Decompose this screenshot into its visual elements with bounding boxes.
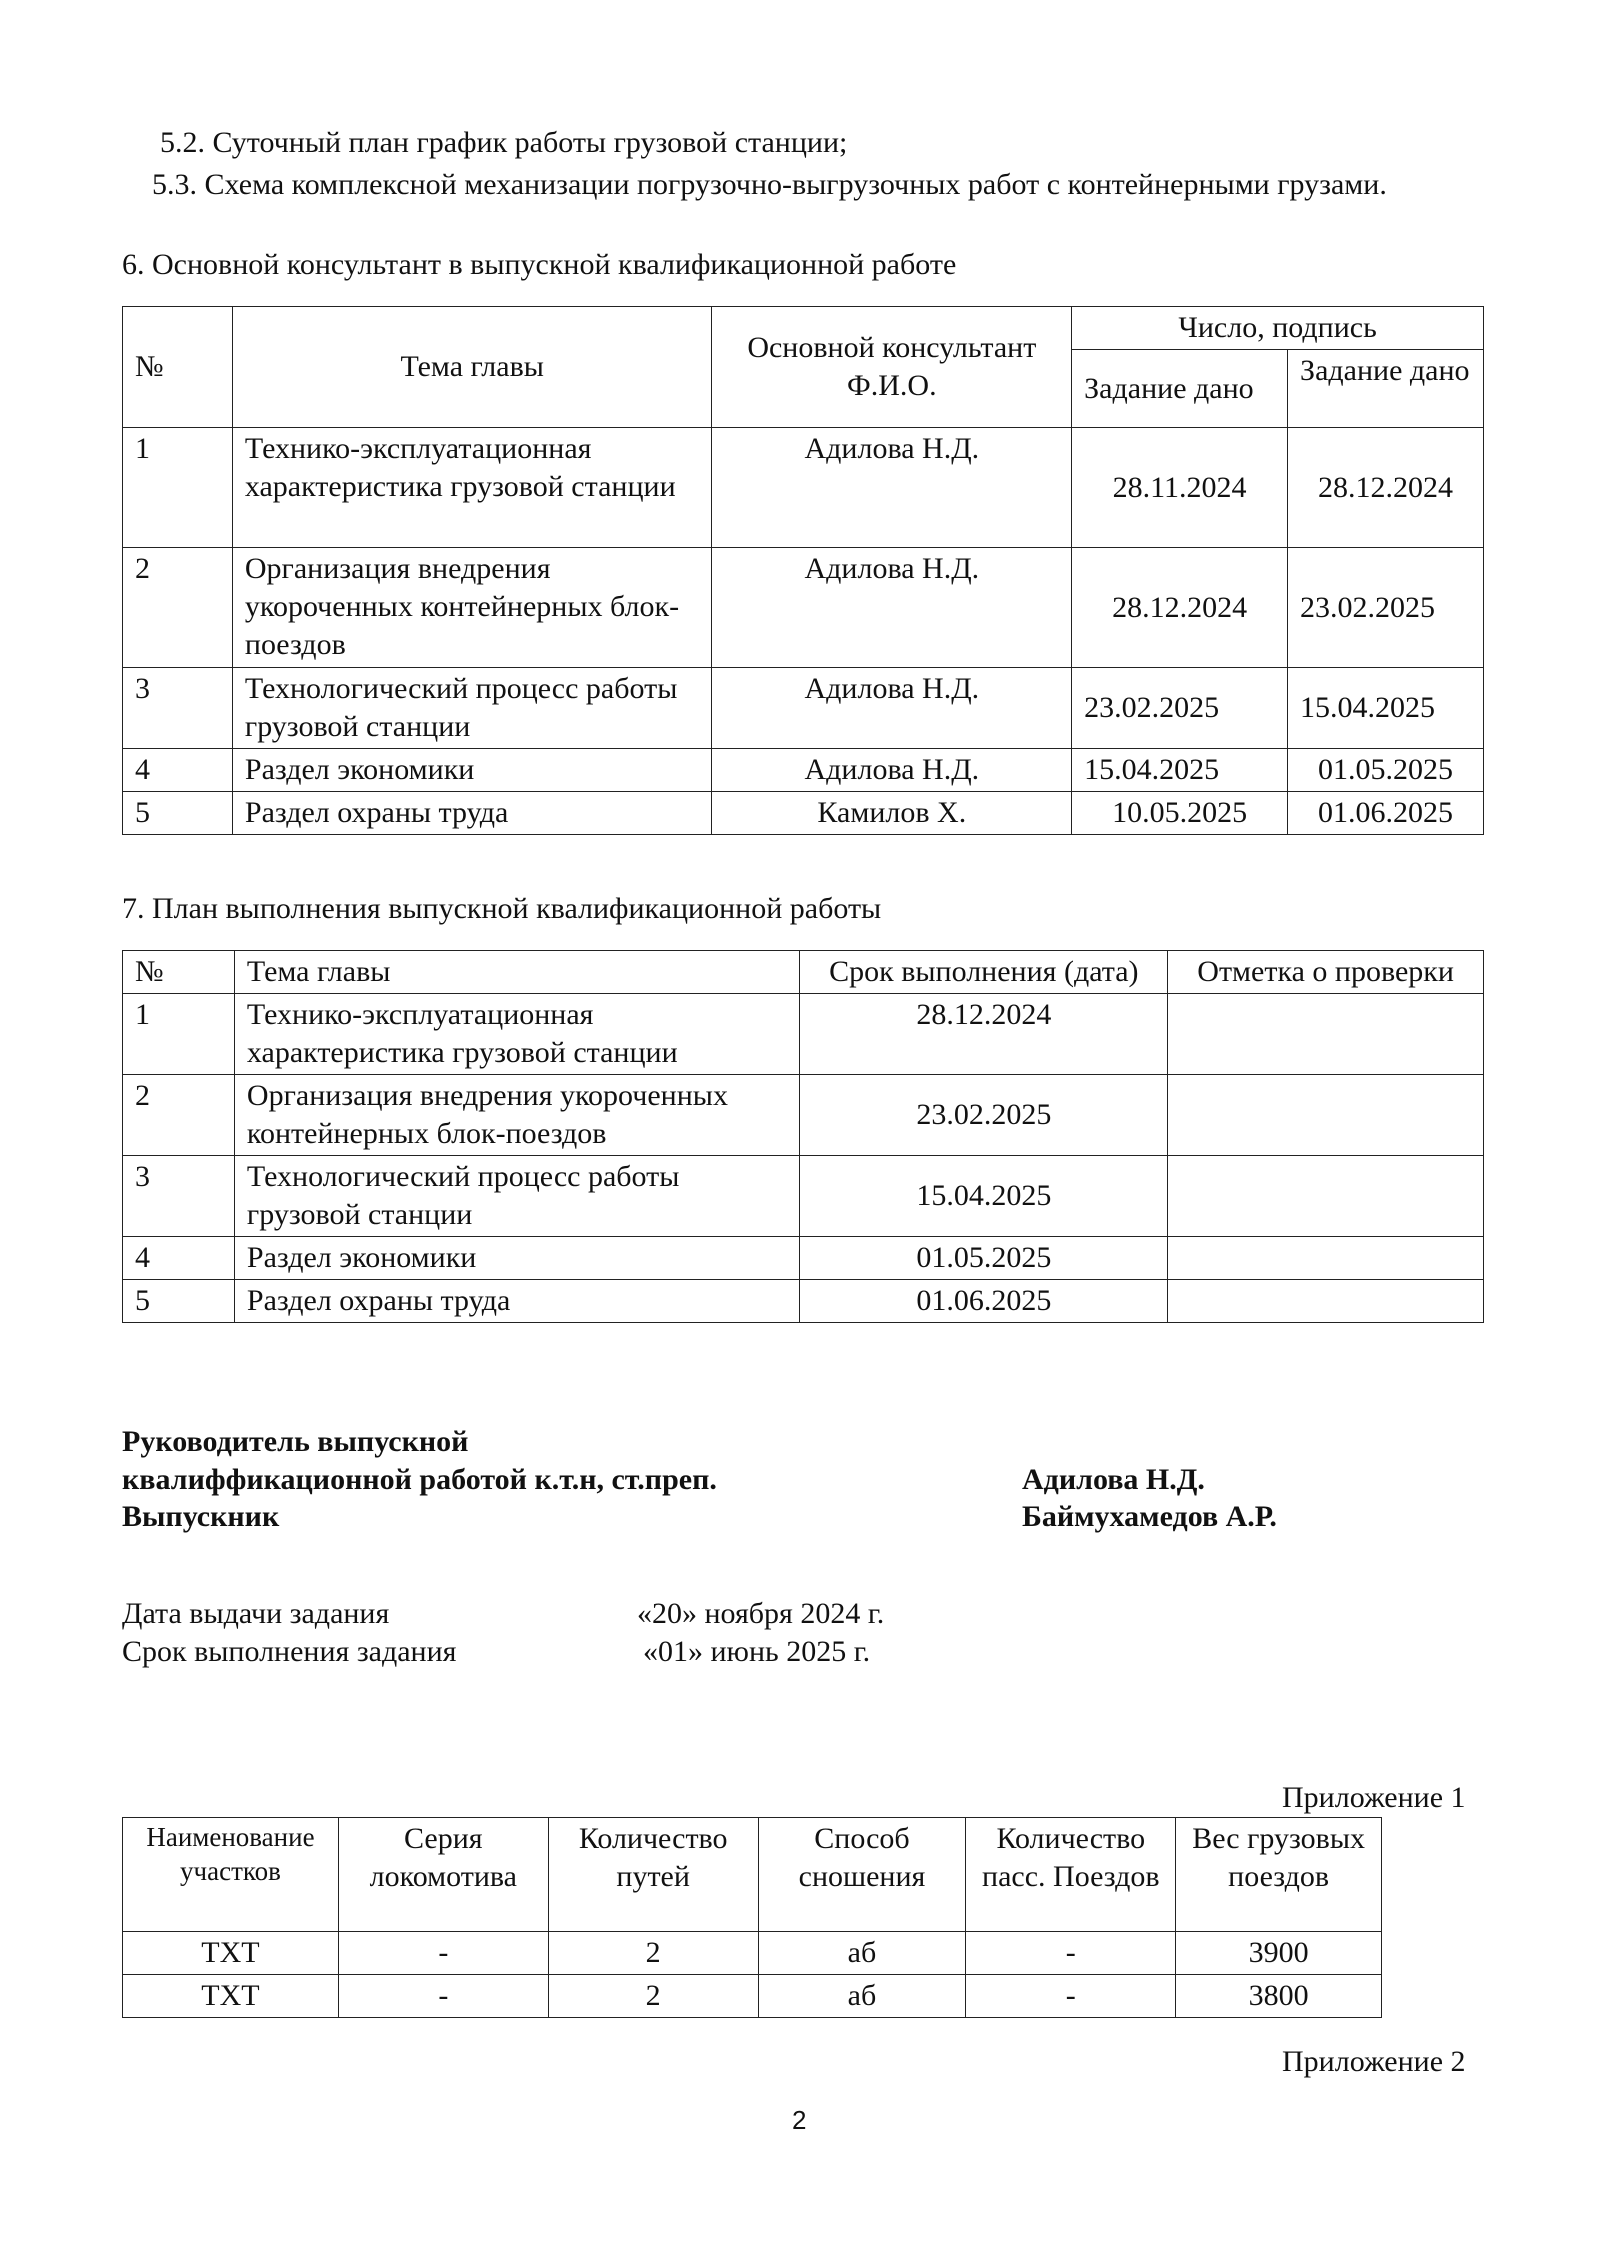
col-header: Количество путей <box>548 1818 758 1932</box>
row-topic: Организация внедрения укороченных контейнерных блок-поездов <box>232 548 712 668</box>
table-cell: - <box>966 1975 1176 2018</box>
row-consultant: Адилова Н.Д. <box>712 668 1072 749</box>
table-cell: 2 <box>548 1932 758 1975</box>
row-deadline: 28.12.2024 <box>800 994 1168 1075</box>
header-topic: Тема главы <box>234 951 800 994</box>
header-date-sign: Число, подпись <box>1072 307 1484 350</box>
table-row <box>123 792 1484 835</box>
row-date2: 01.06.2025 <box>1288 792 1484 835</box>
deadline-value: «01» июнь 2025 г. <box>643 1635 871 1668</box>
supervisor-line2: квалиффикационной работой к.т.н, ст.преп. <box>122 1463 717 1496</box>
row-check <box>1168 994 1484 1075</box>
row-date2: 28.12.2024 <box>1288 428 1484 548</box>
table-cell: ТХТ <box>123 1932 339 1975</box>
issue-date-label: Дата выдачи задания <box>122 1597 390 1630</box>
consultant-table <box>122 306 1484 835</box>
table-row <box>123 1280 1484 1323</box>
graduate-label: Выпускник <box>122 1500 280 1533</box>
row-no: 3 <box>123 1156 235 1237</box>
header-no: № <box>123 951 235 994</box>
row-topic: Технологический процесс работы грузовой станции <box>232 668 712 749</box>
page-number: 2 <box>792 2105 807 2135</box>
row-consultant: Камилов Х. <box>712 792 1072 835</box>
table-cell: - <box>338 1975 548 2018</box>
table-row <box>123 1237 1484 1280</box>
row-no: 5 <box>123 1280 235 1323</box>
col-header: Наименование участков <box>123 1818 339 1932</box>
header-given-2: Задание дано <box>1288 350 1484 428</box>
row-no: 5 <box>123 792 233 835</box>
table-row <box>123 1075 1484 1156</box>
table-cell: - <box>966 1932 1176 1975</box>
row-no: 2 <box>123 1075 235 1156</box>
table-row <box>123 749 1484 792</box>
table-row <box>123 994 1484 1075</box>
table-row <box>123 1975 1382 2018</box>
row-consultant: Адилова Н.Д. <box>712 749 1072 792</box>
row-date1: 23.02.2025 <box>1072 668 1288 749</box>
col-header: Способ сношения <box>758 1818 966 1932</box>
supervisor-name: Адилова Н.Д. <box>1022 1463 1205 1496</box>
header-deadline: Срок выполнения (дата) <box>800 951 1168 994</box>
table-row <box>123 428 1484 548</box>
row-topic: Организация внедрения укороченных контейнерных блок-поездов <box>234 1075 800 1156</box>
row-date2: 15.04.2025 <box>1288 668 1484 749</box>
row-date1: 28.12.2024 <box>1072 548 1288 668</box>
appendix1-label: Приложение 1 <box>1282 1781 1466 1814</box>
table-cell: аб <box>758 1975 966 2018</box>
header-no: № <box>123 307 233 428</box>
item-5-3: 5.3. Схема комплексной механизации погрузочно-выгрузочных работ с контейнерными грузами. <box>152 168 1387 201</box>
section6-heading: 6. Основной консультант в выпускной квалификационной работе <box>122 248 957 281</box>
deadline-label: Срок выполнения задания <box>122 1635 457 1668</box>
plan-table <box>122 950 1484 1323</box>
row-deadline: 23.02.2025 <box>800 1075 1168 1156</box>
row-consultant: Адилова Н.Д. <box>712 548 1072 668</box>
row-topic: Раздел охраны труда <box>232 792 712 835</box>
table-cell: 2 <box>548 1975 758 2018</box>
header-check: Отметка о проверки <box>1168 951 1484 994</box>
row-no: 4 <box>123 1237 235 1280</box>
row-topic: Технико-эксплуатационная характеристика грузовой станции <box>232 428 712 548</box>
row-no: 1 <box>123 428 233 548</box>
row-check <box>1168 1075 1484 1156</box>
row-check <box>1168 1156 1484 1237</box>
row-topic: Раздел экономики <box>234 1237 800 1280</box>
row-check <box>1168 1237 1484 1280</box>
row-date1: 15.04.2025 <box>1072 749 1288 792</box>
row-date2: 01.05.2025 <box>1288 749 1484 792</box>
row-check <box>1168 1280 1484 1323</box>
row-date1: 10.05.2025 <box>1072 792 1288 835</box>
row-date2: 23.02.2025 <box>1288 548 1484 668</box>
header-given: Задание дано <box>1072 350 1288 428</box>
table-row <box>123 668 1484 749</box>
row-no: 4 <box>123 749 233 792</box>
row-consultant: Адилова Н.Д. <box>712 428 1072 548</box>
row-topic: Технико-эксплуатационная характеристика грузовой станции <box>234 994 800 1075</box>
table-cell: 3800 <box>1176 1975 1382 2018</box>
row-topic: Раздел охраны труда <box>234 1280 800 1323</box>
row-no: 3 <box>123 668 233 749</box>
header-topic: Тема главы <box>232 307 712 428</box>
supervisor-line1: Руководитель выпускной <box>122 1425 469 1458</box>
appendix1-table <box>122 1817 1382 2018</box>
appendix2-label: Приложение 2 <box>1282 2045 1466 2078</box>
row-topic: Технологический процесс работы грузовой станции <box>234 1156 800 1237</box>
row-no: 1 <box>123 994 235 1075</box>
row-deadline: 15.04.2025 <box>800 1156 1168 1237</box>
row-topic: Раздел экономики <box>232 749 712 792</box>
table-row <box>123 1156 1484 1237</box>
table-row <box>123 548 1484 668</box>
table-cell: аб <box>758 1932 966 1975</box>
col-header: Серия локомотива <box>338 1818 548 1932</box>
table-cell: 3900 <box>1176 1932 1382 1975</box>
col-header: Количество пасс. Поездов <box>966 1818 1176 1932</box>
table-cell: - <box>338 1932 548 1975</box>
row-date1: 28.11.2024 <box>1072 428 1288 548</box>
table-row <box>123 1932 1382 1975</box>
col-header: Вес грузовых поездов <box>1176 1818 1382 1932</box>
section7-heading: 7. План выполнения выпускной квалификационной работы <box>122 892 882 925</box>
header-consultant: Основной консультант Ф.И.О. <box>712 307 1072 428</box>
table-cell: ТХТ <box>123 1975 339 2018</box>
item-5-2: 5.2. Суточный план график работы грузовой станции; <box>160 126 848 159</box>
row-deadline: 01.06.2025 <box>800 1280 1168 1323</box>
row-deadline: 01.05.2025 <box>800 1237 1168 1280</box>
issue-date-value: «20» ноября 2024 г. <box>637 1597 885 1630</box>
row-no: 2 <box>123 548 233 668</box>
graduate-name: Баймухамедов А.Р. <box>1022 1500 1277 1533</box>
